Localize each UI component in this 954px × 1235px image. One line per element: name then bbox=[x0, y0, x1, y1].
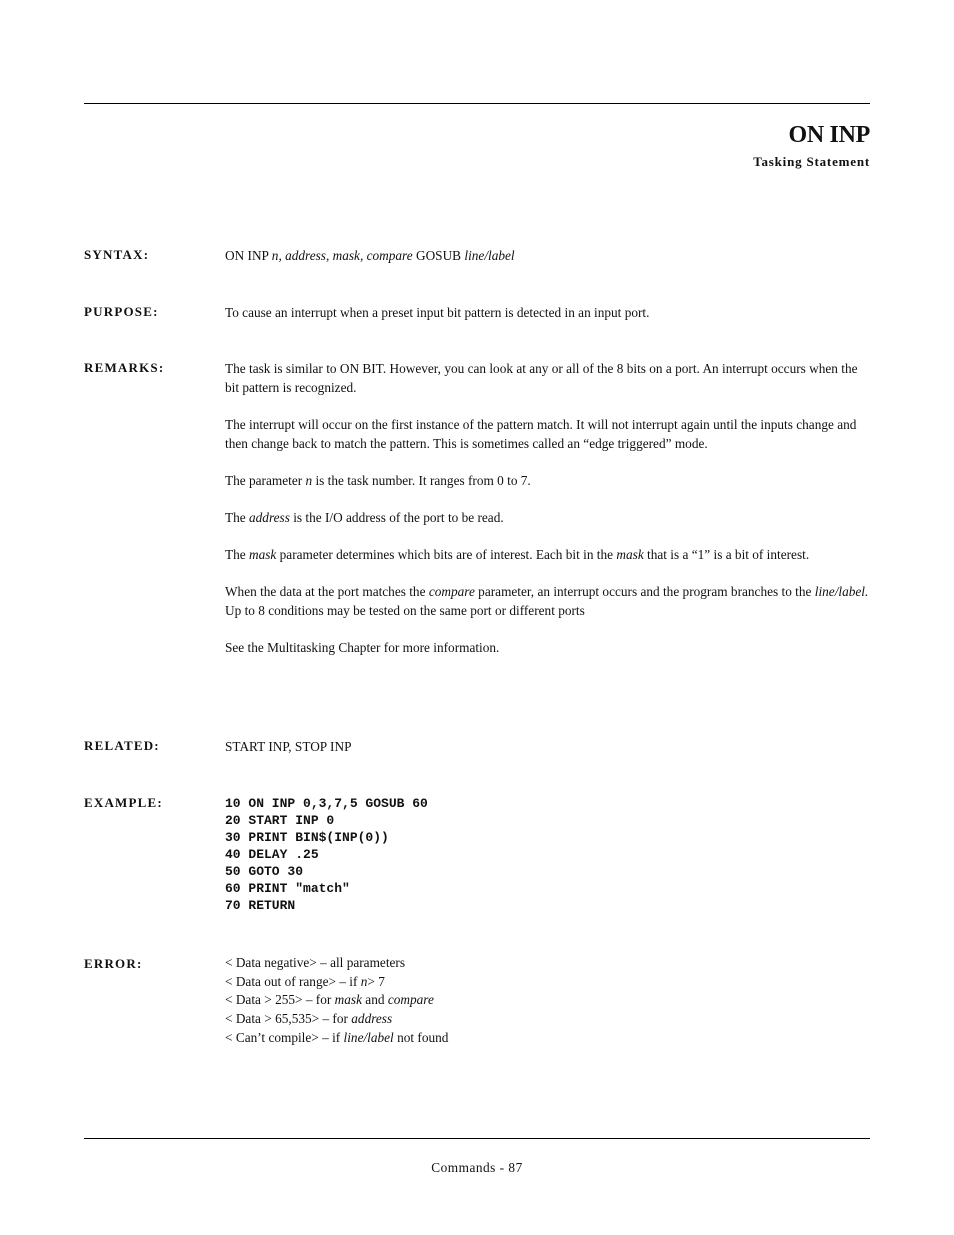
example-label: EXAMPLE: bbox=[84, 795, 163, 810]
syntax-params: n, address, mask, compare bbox=[271, 248, 413, 263]
error-text: < Data > 255> – for bbox=[225, 992, 335, 1008]
page-title: ON INP bbox=[788, 122, 870, 148]
syntax-target: line/label bbox=[464, 248, 515, 263]
error-line bbox=[225, 991, 873, 1010]
remarks-text: that is a “1” is a bit of interest. bbox=[643, 547, 810, 562]
error-param: line/label bbox=[343, 1029, 394, 1045]
remarks-text: parameter determines which bits are of interest. Each bit in the bbox=[276, 547, 617, 562]
remarks-text: is the task number. It ranges from 0 to 7. bbox=[312, 473, 531, 488]
error-line bbox=[225, 973, 873, 992]
code-line: 20 START INP 0 bbox=[225, 813, 335, 828]
remarks-param: mask bbox=[616, 547, 644, 562]
error-label: ERROR: bbox=[84, 956, 143, 971]
purpose-text: To cause an interrupt when a preset input bit pattern is detected in an input port. bbox=[225, 305, 650, 320]
syntax-text bbox=[225, 246, 873, 265]
code-line: 10 ON INP 0,3,7,5 GOSUB 60 bbox=[225, 796, 428, 811]
remarks-body bbox=[225, 359, 873, 657]
error-text: < Data negative> – all parameters bbox=[225, 955, 406, 970]
syntax-keyword: ON INP bbox=[225, 248, 272, 263]
related-label: RELATED: bbox=[84, 738, 160, 753]
error-line bbox=[225, 1029, 873, 1048]
remarks-paragraph: The task is similar to ON BIT. However, you can look at any or all of the 8 bits on a port. An interrupt occurs when the bit pattern is recognized. bbox=[225, 361, 858, 395]
code-line: 70 RETURN bbox=[225, 898, 296, 913]
error-param: address bbox=[351, 1011, 393, 1027]
remarks-param: n bbox=[305, 473, 313, 488]
remarks-paragraph: See the Multitasking Chapter for more information. bbox=[225, 640, 500, 655]
remarks-paragraph bbox=[225, 471, 873, 490]
remarks-text: parameter, an interrupt occurs and the program branches to the bbox=[474, 584, 815, 599]
error-text: > 7 bbox=[367, 973, 385, 989]
remarks-paragraph bbox=[225, 582, 873, 620]
error-param: compare bbox=[387, 992, 434, 1008]
code-line: 50 GOTO 30 bbox=[225, 864, 304, 879]
example-code-block bbox=[225, 795, 428, 914]
remarks-text: The bbox=[225, 510, 249, 525]
error-line bbox=[225, 954, 873, 973]
remarks-label: REMARKS: bbox=[84, 360, 165, 375]
error-param: mask bbox=[334, 992, 362, 1008]
error-text: < Data out of range> – if bbox=[225, 973, 361, 989]
page-subtitle: Tasking Statement bbox=[753, 154, 870, 169]
related-text: START INP, STOP INP bbox=[225, 739, 352, 754]
code-line: 30 PRINT BIN$(INP(0)) bbox=[225, 830, 389, 845]
remarks-param: mask bbox=[249, 547, 277, 562]
error-line bbox=[225, 1010, 873, 1029]
error-param: n bbox=[360, 973, 368, 989]
remarks-text: is the I/O address of the port to be read. bbox=[289, 510, 504, 525]
error-text: < Can’t compile> – if bbox=[225, 1029, 344, 1045]
remarks-paragraph bbox=[225, 508, 873, 527]
purpose-label: PURPOSE: bbox=[84, 304, 159, 319]
remarks-param: address bbox=[249, 510, 290, 525]
code-line: 40 DELAY .25 bbox=[225, 847, 319, 862]
remarks-text: The bbox=[225, 547, 249, 562]
error-list bbox=[225, 954, 873, 1048]
remarks-text: When the data at the port matches the bbox=[225, 584, 429, 599]
remarks-paragraph: The interrupt will occur on the first instance of the pattern match. It will not interrupt again until the inputs change and then change back to match the pattern. This is sometimes called an “edge triggered” mode. bbox=[225, 417, 857, 451]
remarks-text: The parameter bbox=[225, 473, 306, 488]
code-line: 60 PRINT "match" bbox=[225, 881, 350, 896]
syntax-gosub: GOSUB bbox=[412, 248, 465, 263]
header-rule bbox=[84, 103, 870, 104]
footer-rule bbox=[84, 1138, 870, 1139]
syntax-label: SYNTAX: bbox=[84, 247, 150, 262]
remarks-paragraph bbox=[225, 545, 873, 564]
error-text: < Data > 65,535> – for bbox=[225, 1011, 352, 1027]
error-text: not found bbox=[393, 1029, 449, 1045]
remarks-text: Up to 8 conditions may be tested on the same port or different ports bbox=[225, 603, 585, 618]
remarks-param: line/label. bbox=[814, 584, 869, 599]
page-number: Commands - 87 bbox=[431, 1160, 523, 1175]
remarks-param: compare bbox=[428, 584, 475, 599]
error-text: and bbox=[361, 992, 388, 1008]
